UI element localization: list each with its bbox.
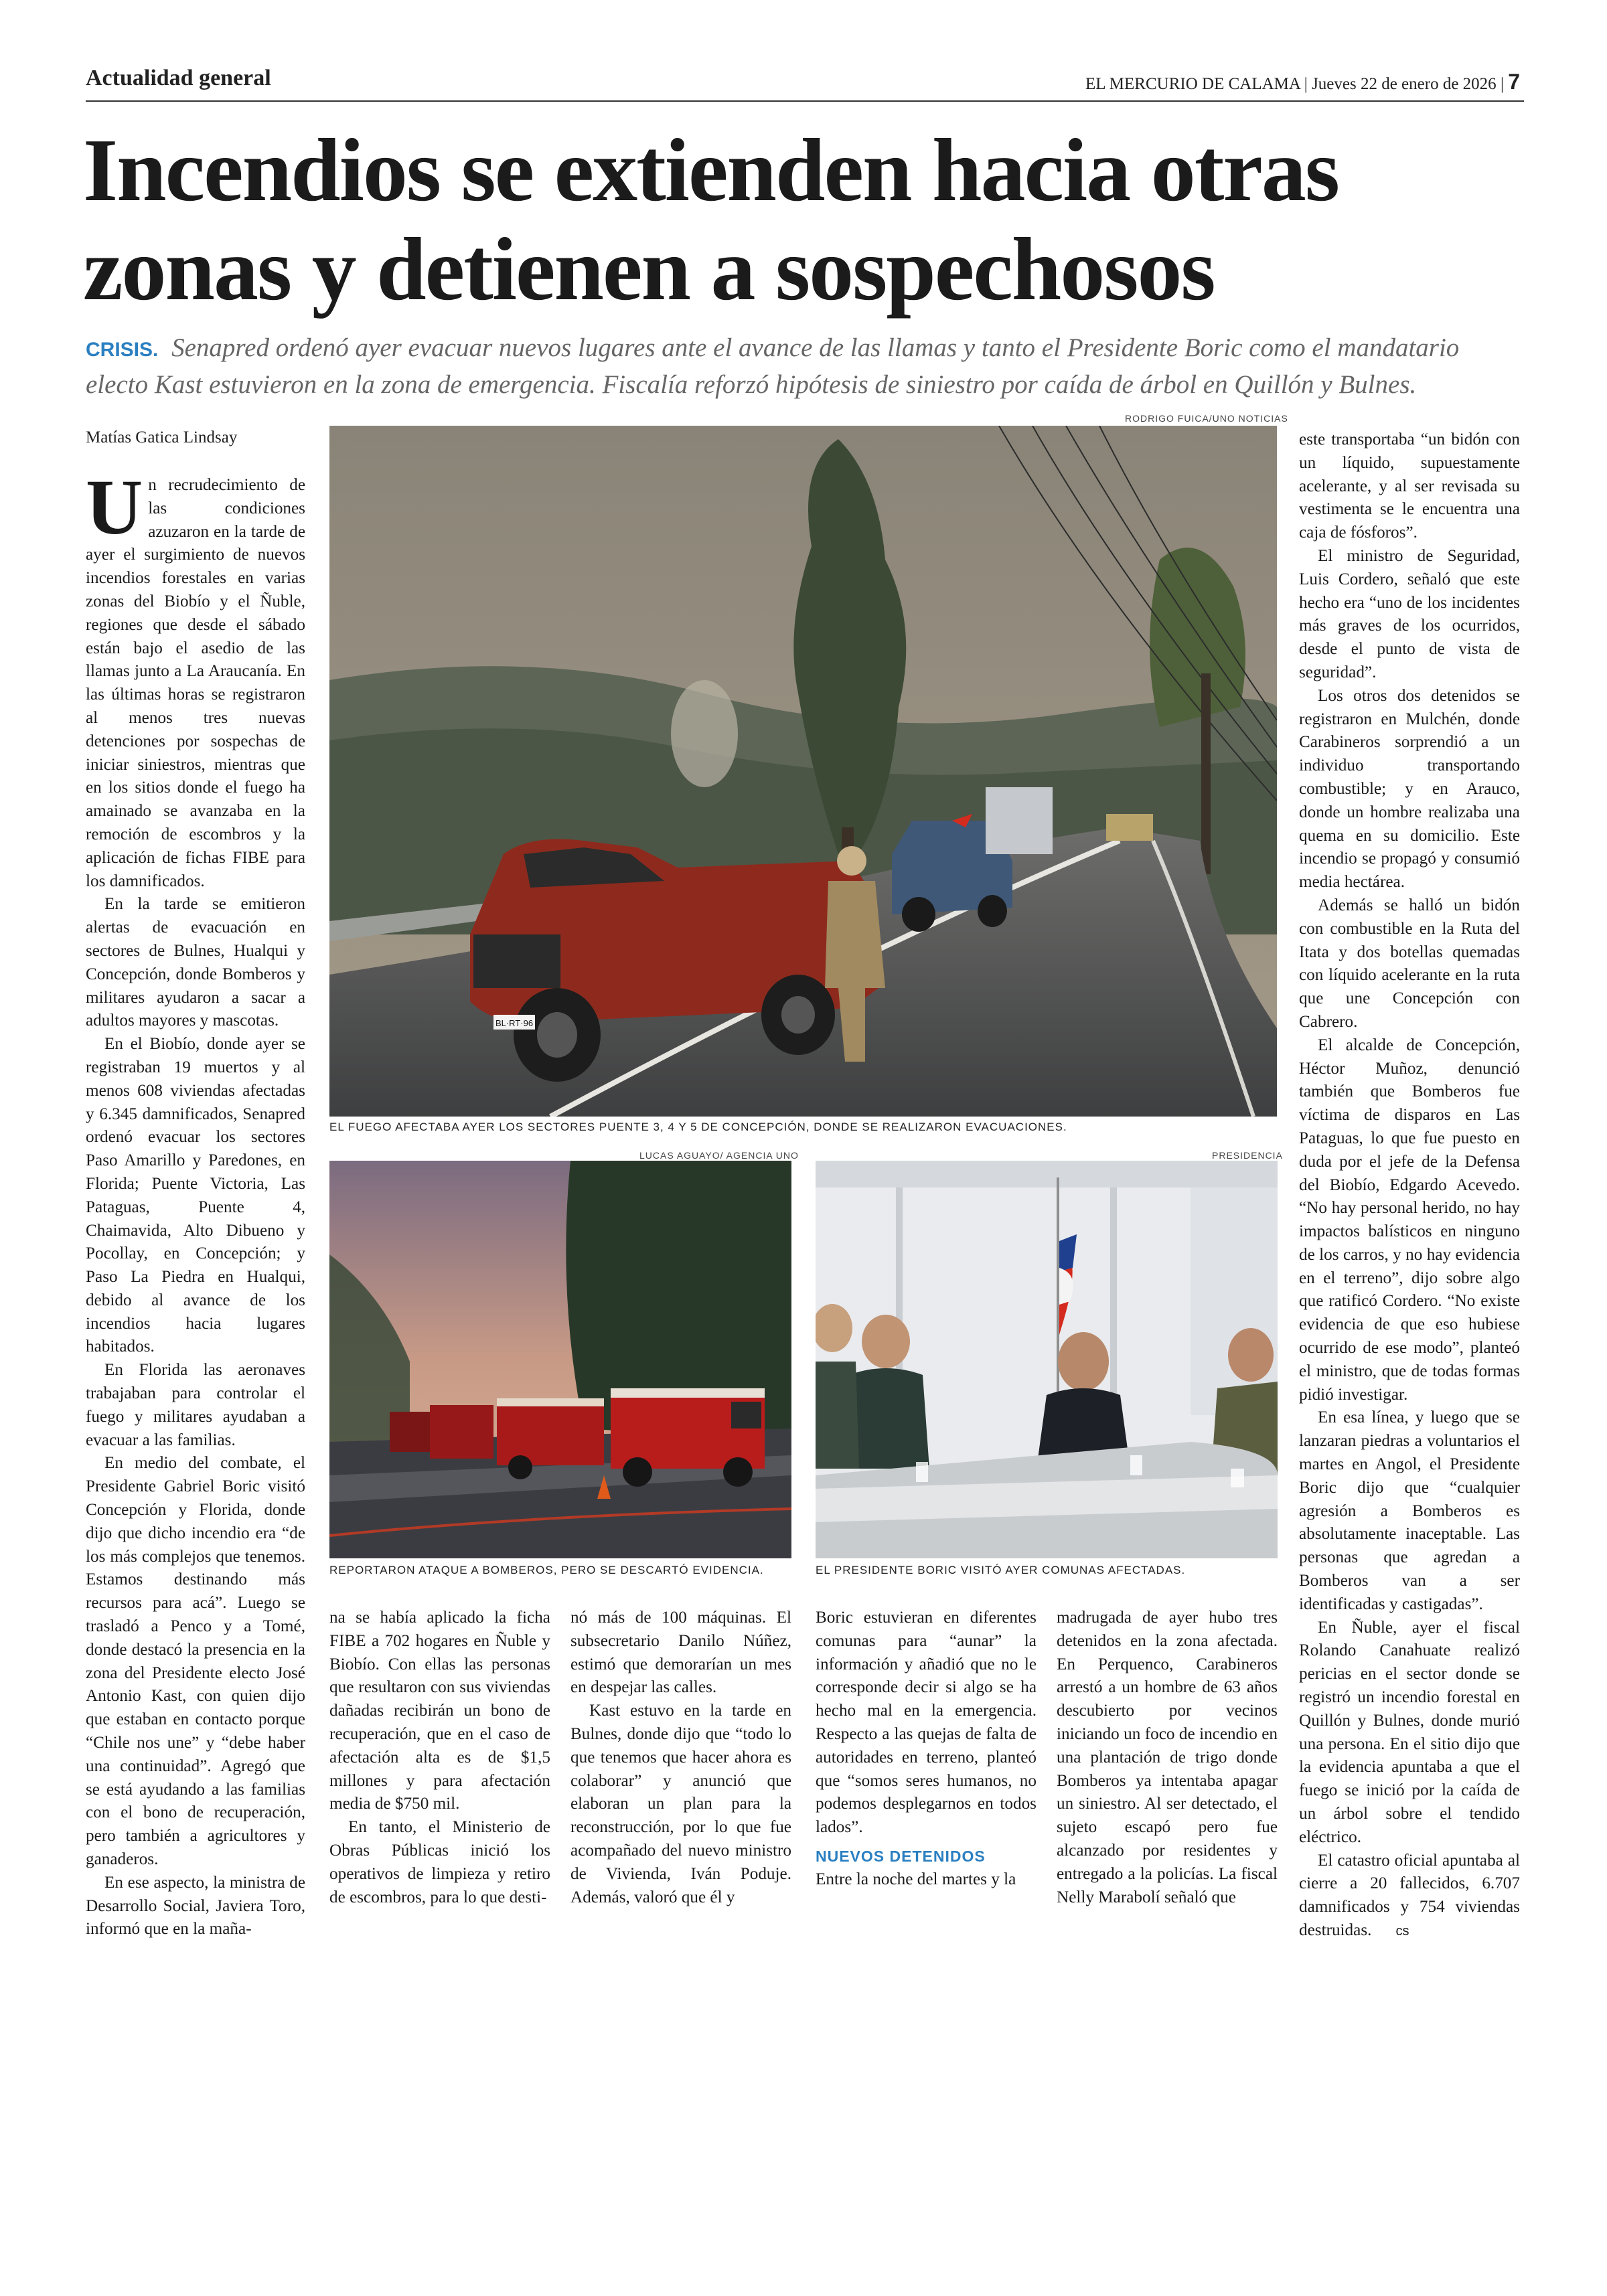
paragraph: Entre la noche del martes y la <box>816 1870 1016 1888</box>
article-column-3 <box>570 1607 791 1909</box>
masthead-info <box>1085 70 1520 94</box>
paragraph: nó más de 100 máquinas. El subsecretario Danilo Núñez, estimó que demorarían un mes en despejar las calles. <box>570 1609 791 1697</box>
dropcap: U <box>86 463 143 551</box>
headline-line-2: zonas y detienen a sospechosos <box>83 220 1215 319</box>
article-column-4 <box>816 1607 1037 1892</box>
article-column-2 <box>329 1607 550 1909</box>
headline-line-1: Incendios se extienden hacia otras <box>83 120 1338 220</box>
paragraph: este transportaba “un bidón con un líquido, supuestamente acelerante, y al ser revisada su vestimenta se le encuentra una caja de fósforos”. <box>1299 430 1520 542</box>
header-rule <box>86 100 1524 102</box>
paragraph: Además se halló un bidón con combustible en la Ruta del Itata y dos botellas quemadas con líquido acelerante en la ruta que une Concepción con Cabrero. <box>1299 896 1520 1031</box>
meeting-illustration <box>816 1161 1278 1558</box>
paragraph: na se había aplicado la ficha FIBE a 702 hogares en Ñuble y Biobío. Con ellas las personas que resultaron con sus viviendas dañadas recibirán un bono de recuperación, que en el caso de afectación alta es de $1,5 millones y para afectación media de $750 mil. <box>329 1609 550 1813</box>
headline <box>83 120 1543 319</box>
paragraph: En ese aspecto, la ministra de Desarrollo Social, Javiera Toro, informó que en la maña- <box>86 1873 305 1939</box>
lead-text: Senapred ordenó ayer evacuar nuevos lugares ante el avance de las llamas y tanto el Presidente Boric como el mandatario electo Kast estuvieron en la zona de emergencia. Fiscalía reforzó hipótesis de siniestro por caída de árbol en Quillón y Bulnes. <box>86 333 1460 399</box>
paragraph <box>1299 1850 1520 1943</box>
separator: | <box>1500 75 1509 93</box>
right-photo-credit: PRESIDENCIA <box>1212 1150 1283 1161</box>
byline: Matías Gatica Lindsay <box>86 428 238 446</box>
paragraph: El alcalde de Concepción, Héctor Muñoz, denunció también que Bomberos fue víctima de disparos en Las Pataguas, lo que fue puesto en duda por el jefe de la Defensa del Biobío, Edgardo Acevedo. “No hay personal herido, no hay impactos balísticos en ninguno de los carros, y no hay evidencia en el terreno”, dijo sobre algo que ratificó Cordero. “No existe evidencia de que eso hubiese ocurrido de ese modo”, planteó el ministro, que de todas formas pidió investigar. <box>1299 1036 1520 1404</box>
end-mark-icon: cs <box>1395 1924 1409 1939</box>
paragraph-text: El catastro oficial apuntaba al cierre a 20 fallecidos, 6.707 damnificados y 754 viviendas destruidas. <box>1299 1851 1520 1939</box>
main-photo-caption: EL FUEGO AFECTABA AYER LOS SECTORES PUENTE 3, 4 Y 5 DE CONCEPCIÓN, DONDE SE REALIZARON EVACUACIONES. <box>329 1121 1067 1133</box>
article-column-6 <box>1299 428 1520 1943</box>
separator: | <box>1304 75 1312 93</box>
article-column-1 <box>86 463 305 1941</box>
paragraph: En el Biobío, donde ayer se registraban 19 muertos y al menos 608 viviendas afectadas y 6.345 damnificados, Senapred ordenó evacuar los sectores Paso Amarillo y Paredones, en Florida; Puente Victoria, Las Pataguas, Puente 4, Chaimavida, Alto Dibueno y Pocollay, en Concepción; y Paso La Piedra en Hualqui, debido al avance de los incendios hacia lugares habitados. <box>86 1035 305 1356</box>
article-column-5 <box>1057 1607 1278 1909</box>
fire-truck-3 <box>390 1405 493 1459</box>
left-photo-credit: LUCAS AGUAYO/ AGENCIA UNO <box>639 1150 799 1161</box>
issue-date: Jueves 22 de enero de 2026 <box>1312 75 1497 93</box>
kicker: CRISIS. <box>86 339 159 361</box>
right-photo-caption: EL PRESIDENTE BORIC VISITÓ AYER COMUNAS AFECTADAS. <box>816 1564 1186 1576</box>
main-photo <box>329 426 1277 1117</box>
paragraph: Boric estuvieran en diferentes comunas para “aunar” la información y añadió que no le corresponde decir si algo se ha hecho mal en la emergencia. Respecto a las quejas de falta de autoridades en terreno, planteó que “somos seres humanos, no podemos desplegarnos en todos lados”. <box>816 1609 1037 1837</box>
publication-name: EL MERCURIO DE CALAMA <box>1085 75 1300 93</box>
lead-paragraph <box>86 331 1525 402</box>
fire-trucks-illustration <box>329 1161 791 1558</box>
paragraph: madrugada de ayer hubo tres detenidos en la zona afectada. En Perquenco, Carabineros arrestó a un hombre de 63 años descubierto por vecinos iniciando un foco de incendio en una plantación de trigo donde Bomberos ya intentaba apagar un siniestro. Al ser detectado, el sujeto escapó pero fue alcanzado por residentes y entregado a la policías. La fiscal Nelly Marabolí señaló que <box>1057 1609 1278 1906</box>
paragraph <box>86 463 305 893</box>
paragraph: Kast estuvo en la tarde en Bulnes, donde dijo que “todo lo que tenemos que hacer ahora es colaborar” y anunció que elaboran un plan para la reconstrucción, por lo que fue acompañado del nuevo ministro de Vivienda, Iván Poduje. Además, valoró que él y <box>570 1702 791 1906</box>
main-photo-credit: RODRIGO FUICA/UNO NOTICIAS <box>1125 413 1288 424</box>
paragraph: En la tarde se emitieron alertas de evacuación en sectores de Bulnes, Hualqui y Concepción, donde Bomberos y militares ayudaron a sacar a adultos mayores y mascotas. <box>86 895 305 1030</box>
left-photo-caption: REPORTARON ATAQUE A BOMBEROS, PERO SE DESCARTÓ EVIDENCIA. <box>329 1564 764 1576</box>
paragraph: Los otros dos detenidos se registraron en Mulchén, donde Carabineros sorprendió a un individuo transportando combustible; y en Arauco, donde un hombre realizaba una quema en su domicilio. Este incendio se propagó y consumió media hectárea. <box>1299 686 1520 892</box>
paragraph: En esa línea, y luego que se lanzaran piedras a voluntarios el martes en Angol, el Presidente Boric dijo que “cualquier agresión a Bomberos es absolutamente inaceptable. Las personas que agredan a Bomberos van a ser identificadas y castigadas”. <box>1299 1408 1520 1613</box>
subheading: NUEVOS DETENIDOS <box>816 1847 986 1865</box>
paragraph-text: n recrudecimiento de las condiciones azuzaron en la tarde de ayer el surgimiento de nuevos incendios forestales en varias zonas del Biobío y el Ñuble, regiones que desde el sábado están bajo el asedio de las llamas junto a La Araucanía. En las últimas horas se registraron al menos tres nuevas detenciones por sospechas de iniciar siniestros, mientras que en los sitios donde el fuego ha amainado se avanzaba en la remoción de escombros y la aplicación de fichas FIBE para los damnificados. <box>86 476 305 890</box>
paragraph: En medio del combate, el Presidente Gabriel Boric visitó Concepción y Florida, donde dijo que dicho incendio era “de los más complejos que tenemos. Estamos destinando más recursos para acá”. Luego se trasladó a Penco y a Tomé, donde destacó la presencia en la zona del Presidente electo José Antonio Kast, con quien dijo que estaban en contacto porque “Chile nos une” y “debe haber una continuidad”. Agregó que se está ayudando a las familias con el bono de recuperación, pero también a agricultores y ganaderos. <box>86 1454 305 1869</box>
paragraph: En tanto, el Ministerio de Obras Públicas inició los operativos de limpieza y retiro de escombros, para lo que desti- <box>329 1818 550 1906</box>
fire-trucks-photo <box>329 1161 791 1558</box>
paragraph: En Ñuble, ayer el fiscal Rolando Canahuate realizó pericias en el sector donde se registró un incendio forestal en Quillón y Bulnes, donde murió una persona. En el sitio dijo que la evidencia apuntaba a que el fuego se inició por la caída de un árbol sobre el tendido eléctrico. <box>1299 1618 1520 1846</box>
meeting-photo <box>816 1161 1278 1558</box>
paragraph: El ministro de Seguridad, Luis Cordero, señaló que este hecho era “uno de los incidentes más graves de los ocurridos, desde el punto de vista de seguridad”. <box>1299 546 1520 681</box>
section-title: Actualidad general <box>86 66 271 90</box>
paragraph: En Florida las aeronaves trabajaban para controlar el fuego y militares ayudaban a evacuar a las familias. <box>86 1361 305 1449</box>
plate-text: BL·RT·96 <box>495 1018 534 1028</box>
page-number: 7 <box>1508 70 1520 94</box>
main-photo-illustration <box>329 426 1277 1117</box>
